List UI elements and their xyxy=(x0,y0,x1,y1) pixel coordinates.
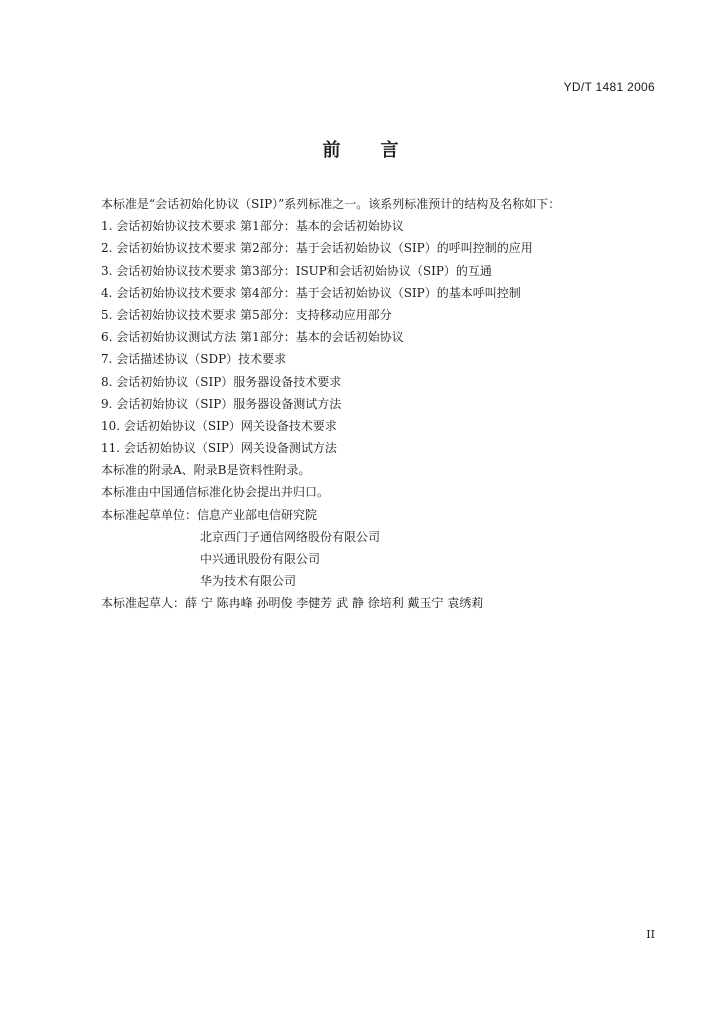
drafting-unit-item: 华为技术有限公司 xyxy=(200,574,297,589)
list-item: 7. 会话描述协议（SDP）技术要求 xyxy=(101,352,287,367)
list-item: 2. 会话初始协议技术要求 第2部分：基于会话初始协议（SIP）的呼叫控制的应用 xyxy=(101,241,533,256)
proposer-note: 本标准由中国通信标准化协会提出并归口。 xyxy=(101,485,330,500)
list-item: 6. 会话初始协议测试方法 第1部分：基本的会话初始协议 xyxy=(101,330,404,345)
drafters: 本标准起草人：薛 宁 陈冉峰 孙明俊 李健芳 武 静 徐培利 戴玉宁 袁绣莉 xyxy=(101,596,484,611)
drafting-unit-item: 中兴通讯股份有限公司 xyxy=(200,552,321,566)
page-title: 前言 xyxy=(322,140,439,161)
document-id: YD/T 1481 2006 xyxy=(563,80,655,94)
list-item: 4. 会话初始协议技术要求 第4部分：基于会话初始协议（SIP）的基本呼叫控制 xyxy=(101,285,521,300)
intro-paragraph: 本标准是“会话初始化协议（SIP）”系列标准之一。该系列标准预计的结构及名称如下： xyxy=(101,197,561,211)
list-item: 5. 会话初始协议技术要求 第5部分：支持移动应用部分 xyxy=(101,307,392,322)
drafting-unit-item: 北京西门子通信网络股份有限公司 xyxy=(200,529,381,544)
document-body xyxy=(101,193,641,615)
drafting-units: 本标准起草单位：信息产业部电信研究院 xyxy=(101,507,318,522)
page-number: II xyxy=(646,928,655,941)
list-item: 3. 会话初始协议技术要求 第3部分：ISUP和会话初始协议（SIP）的互通 xyxy=(101,263,492,278)
list-item: 8. 会话初始协议（SIP）服务器设备技术要求 xyxy=(101,374,342,389)
list-item: 11. 会话初始协议（SIP）网关设备测试方法 xyxy=(101,441,337,456)
appendix-note: 本标准的附录A、附录B是资料性附录。 xyxy=(101,463,311,478)
list-item: 9. 会话初始协议（SIP）服务器设备测试方法 xyxy=(101,396,342,411)
list-item: 1. 会话初始协议技术要求 第1部分：基本的会话初始协议 xyxy=(101,219,404,234)
list-item: 10. 会话初始协议（SIP）网关设备技术要求 xyxy=(101,418,337,433)
